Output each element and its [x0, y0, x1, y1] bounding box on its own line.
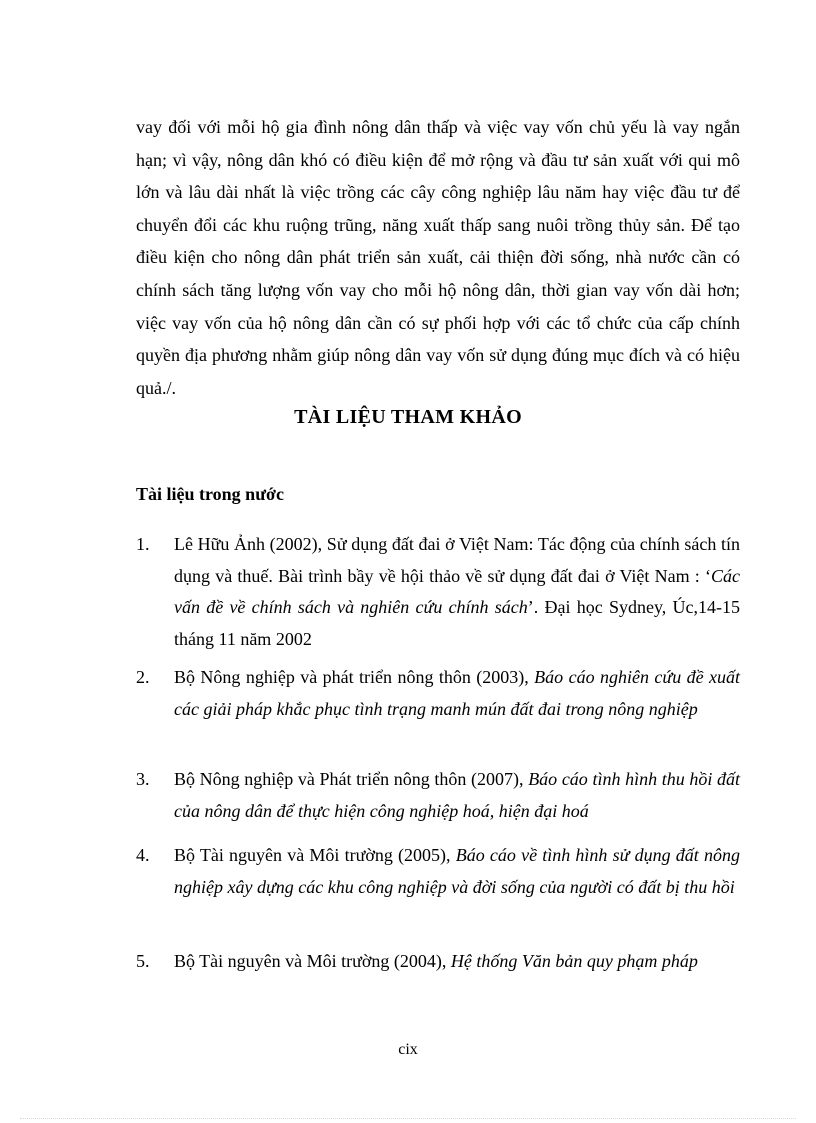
reference-author-part: Bộ Tài nguyên và Môi trường (2004), — [174, 951, 451, 971]
reference-source-part: ’. Đại học Sydney, Úc,14-15 tháng 11 năm 2002 — [174, 597, 740, 649]
reference-text — [174, 946, 740, 978]
references-title: TÀI LIỆU THAM KHẢO — [294, 406, 522, 428]
reference-number: 5. — [136, 951, 150, 971]
reference-text — [174, 529, 740, 655]
reference-title-italic: Báo cáo về tình hình sử dụng đất nông nghiệp xây dựng các khu công nghiệp và đời sống của người có đất bị thu hồi — [174, 845, 740, 897]
intro-paragraph: vay đối với mỗi hộ gia đình nông dân thấp và việc vay vốn chủ yếu là vay ngắn hạn; vì vậy, nông dân khó có điều kiện để mở rộng và đầu tư sản xuất với qui mô lớn và lâu dài nhất là việc trồng các cây công nghiệp lâu năm hay việc đầu tư để chuyển đổi các khu ruộng trũng, năng xuất thấp sang nuôi trồng thủy sản. Để tạo điều kiện cho nông dân phát triển sản xuất, cải thiện đời sống, nhà nước cần có chính sách tăng lượng vốn vay cho mỗi hộ nông dân, thời gian vay vốn dài hơn; việc vay vốn của hộ nông dân cần có sự phối hợp với các tổ chức của cấp chính quyền địa phương nhằm giúp nông dân vay vốn sử dụng đúng mục đích và có hiệu quả./. — [136, 117, 740, 398]
reference-text — [174, 840, 740, 903]
reference-number: 3. — [136, 769, 150, 789]
reference-title-italic: Các vấn đề về chính sách và nghiên cứu chính sách — [174, 565, 740, 617]
reference-author-part: Bộ Nông nghiệp và Phát triển nông thôn (2007), — [174, 769, 529, 789]
reference-number: 2. — [136, 667, 150, 687]
reference-text — [174, 764, 740, 827]
page-number: cix — [398, 1041, 418, 1058]
reference-item-3 — [136, 764, 740, 827]
reference-author-part: Bộ Tài nguyên và Môi trường (2005), — [174, 845, 456, 865]
reference-item-2 — [136, 662, 740, 725]
domestic-references-heading: Tài liệu trong nước — [136, 484, 284, 504]
reference-text — [174, 662, 740, 725]
reference-author-part: Lê Hữu Ảnh (2002), Sử dụng đất đai ở Việt Nam: Tác động của chính sách tín dụng và thuế. Bài trình bầy về hội thảo về sử dụng đất đai ở Việt Nam : ‘ — [174, 534, 740, 586]
reference-item-1 — [136, 529, 740, 655]
reference-title-italic: Hệ thống Văn bản quy phạm pháp — [450, 951, 698, 971]
page-bottom-divider — [20, 1118, 796, 1119]
reference-title-italic: Báo cáo nghiên cứu đề xuất các giải pháp khắc phục tình trạng manh mún đất đai trong nông nghiệp — [174, 667, 740, 719]
reference-item-5 — [136, 946, 740, 978]
reference-title-italic: Báo cáo tình hình thu hồi đất của nông dân để thực hiện công nghiệp hoá, hiện đại hoá — [174, 769, 740, 821]
reference-number: 4. — [136, 845, 150, 865]
reference-author-part: Bộ Nông nghiệp và phát triển nông thôn (2003), — [174, 667, 535, 687]
reference-item-4 — [136, 840, 740, 903]
reference-number: 1. — [136, 534, 150, 554]
